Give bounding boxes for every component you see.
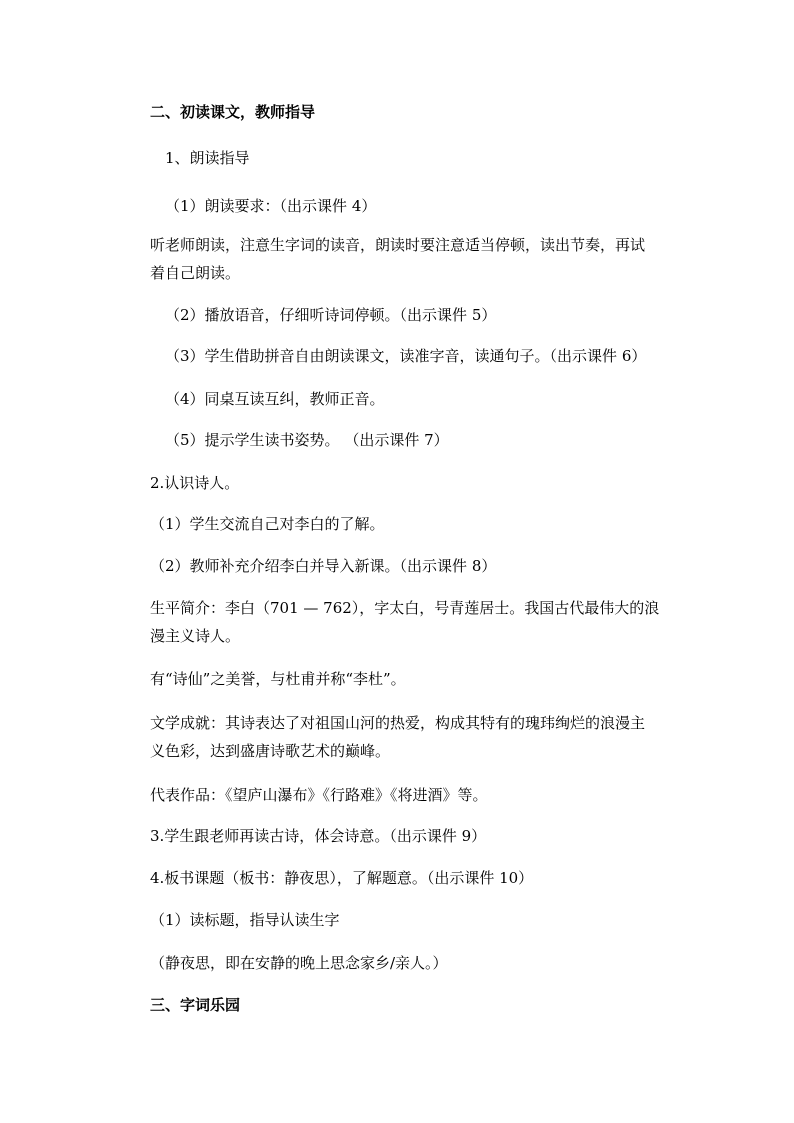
paragraph-line: 有“诗仙”之美誉，与杜甫并称“李杜”。 [150, 670, 406, 688]
paragraph-line: 代表作品：《望庐山瀑布》《行路难》《将进酒》等。 [150, 786, 488, 804]
section-heading: 二、初读课文，教师指导 [150, 103, 316, 121]
sub-item: （3）学生借助拼音自由朗读课文，读准字音，读通句子。（出示课件 6） [165, 347, 647, 365]
sub-item: （5）提示学生读书姿势。 （出示课件 7） [165, 431, 449, 449]
paragraph-line: 义色彩，达到盛唐诗歌艺术的巅峰。 [150, 742, 391, 760]
note-line: （静夜思，即在安静的晚上思念家乡/亲人。） [150, 954, 448, 972]
sub-item: （1）读标题，指导认读生字 [150, 911, 340, 929]
paragraph-line: 文学成就：其诗表达了对祖国山河的热爱，构成其特有的瑰玮绚烂的浪漫主 [150, 714, 646, 732]
item-title: 2.认识诗人。 [150, 474, 240, 492]
paragraph-line: 着自己朗读。 [150, 264, 241, 282]
item-title: 1、朗读指导 [165, 149, 250, 167]
item-title: 3.学生跟老师再读古诗，体会诗意。（出示课件 9） [150, 827, 487, 845]
section-heading: 三、字词乐园 [150, 996, 241, 1014]
sub-item: （2）教师补充介绍李白并导入新课。（出示课件 8） [150, 557, 497, 575]
sub-item: （1）朗读要求：（出示课件 4） [165, 197, 377, 215]
paragraph-line: 漫主义诗人。 [150, 627, 241, 645]
paragraph-line: 听老师朗读，注意生字词的读音，朗读时要注意适当停顿，读出节奏，再试 [150, 236, 646, 254]
item-title: 4.板书课题（板书：静夜思），了解题意。（出示课件 10） [150, 869, 534, 887]
paragraph-line: 生平简介：李白（701 — 762），字太白，号青莲居士。我国古代最伟大的浪 [150, 599, 660, 617]
sub-item: （1）学生交流自己对李白的了解。 [150, 515, 385, 533]
sub-item: （4）同桌互读互纠，教师正音。 [165, 390, 385, 408]
sub-item: （2）播放语音，仔细听诗词停顿。（出示课件 5） [165, 306, 497, 324]
